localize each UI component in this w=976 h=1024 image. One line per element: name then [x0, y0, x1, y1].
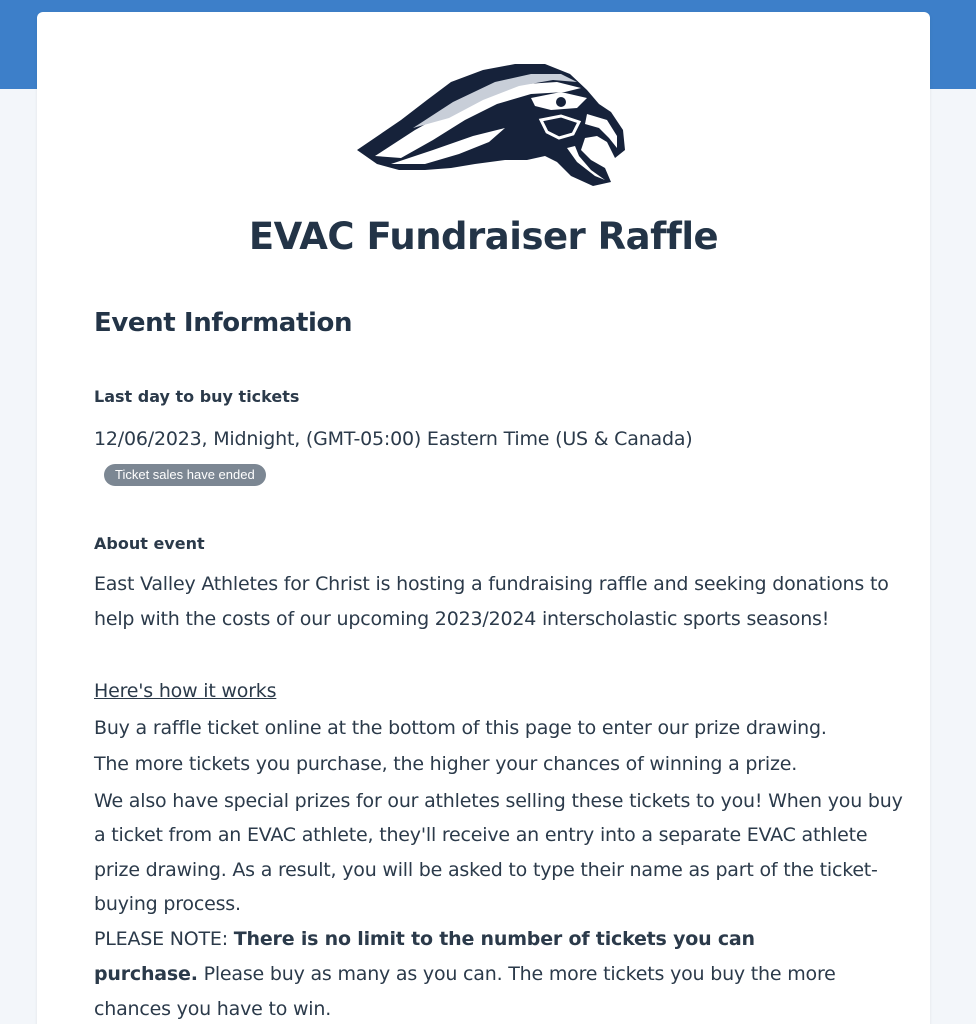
event-card	[37, 12, 930, 1024]
status-badge: Ticket sales have ended	[104, 464, 266, 486]
about-event-text: East Valley Athletes for Christ is hosting a fundraising raffle and seeking donations to help with the costs of our upcoming 2023/2024 interscholastic sports seasons!	[94, 573, 889, 630]
note-bold: There is no limit to the number of tickets you can purchase.	[94, 928, 755, 985]
about-event-label: About event	[94, 534, 205, 553]
last-day-label: Last day to buy tickets	[94, 387, 300, 406]
page-title: EVAC Fundraiser Raffle	[248, 215, 719, 258]
note-rest: Please buy as many as you can. The more tickets you buy the more chances you have to win.	[94, 963, 836, 1020]
how-it-works-line-1: Buy a raffle ticket online at the bottom of this page to enter our prize drawing.	[94, 717, 827, 739]
athlete-prizes-text: We also have special prizes for our athletes selling these tickets to you! When you buy a ticket from an EVAC athlete, they'll receive an entry into a separate EVAC athlete prize drawing. As a result, you will be asked to type their name as part of the ticket-buying process.	[94, 790, 903, 915]
last-day-text: 12/06/2023, Midnight, (GMT-05:00) Eastern Time (US & Canada)	[94, 428, 693, 450]
eagle-head-mascot-icon	[355, 58, 625, 188]
last-day-value	[94, 421, 694, 493]
section-heading-event-information: Event Information	[94, 308, 353, 338]
purchase-note	[94, 922, 854, 1024]
note-prefix: PLEASE NOTE:	[94, 928, 234, 950]
how-it-works-line-2: The more tickets you purchase, the higher your chances of winning a prize.	[94, 753, 798, 775]
how-it-works-heading: Here's how it works	[94, 680, 277, 702]
